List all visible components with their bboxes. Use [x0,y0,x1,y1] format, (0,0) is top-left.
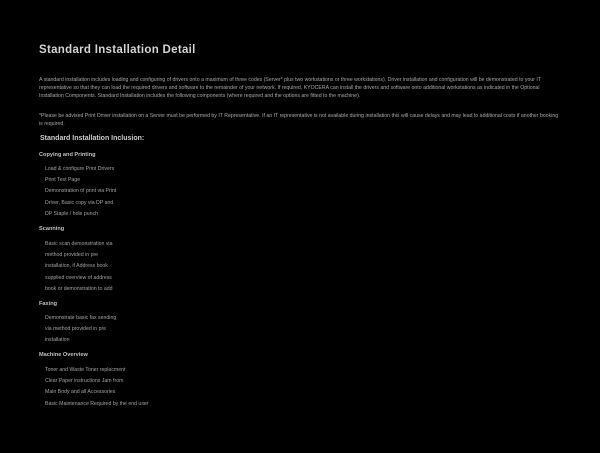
section-list-machine-overview [45,365,175,410]
list-item: Toner and Waste Toner replacment [45,367,126,373]
list-item: installation [45,337,70,344]
section-heading-scanning: Scanning [39,226,65,232]
list-item: supplied overview of address [45,274,112,281]
section-heading-machine-overview: Machine Overview [39,352,88,358]
list-item: Main Body and all Accessories [45,389,116,396]
section-heading-copying: Copying and Printing [39,152,96,158]
list-item: Driver, Basic copy via DP and [45,199,114,206]
list-item: Load & configure Print Drivers [45,166,115,172]
list-item: Demonstrate basic fax sending [45,315,117,321]
list-item: DP Staple / hole punch [45,210,98,217]
page-title: Standard Installation Detail [39,44,196,56]
notice-paragraph: *Please be advised Print Driver installation on a Server must be performed by IT Representative. If an IT representative is not available during installation this will cause delays and may lead to additional costs if another booking is required. [39,113,559,128]
list-item: Clear Paper instructions Jam from [45,378,124,385]
section-list-scanning [45,239,155,295]
section-heading-faxing: Faxing [39,301,58,307]
list-item: Print Test Page [45,177,81,184]
list-item: installation, if Address book [45,263,108,270]
list-item: method provided in pre [45,252,99,259]
inclusion-subtitle: Standard Installation Inclusion: [40,135,145,142]
list-item: book or demonstration to add [45,285,113,292]
list-item: Basic Maintenance Required by the end user [45,400,149,407]
list-item: via method provided in pre [45,326,107,333]
section-list-faxing [45,313,155,347]
list-item: Demonstration of print via Print [45,188,117,195]
list-item: Basic scan demonstration via [45,241,113,247]
section-list-copying [45,164,155,220]
intro-paragraph: A standard installation includes loading and configuring of drivers onto a maximum of three codes (Server* plus two workstations or three workstations). Driver installation and configuration will be demonstrated to your IT representative so that they can load the required drivers and software to the remainder of your network. If required, KYOCERA can install the drivers and software onto additional workstations as indicated in the Optional Installation Components. Standard Installation includes the following components (where required and the options are fitted to the machine). [39,77,541,100]
